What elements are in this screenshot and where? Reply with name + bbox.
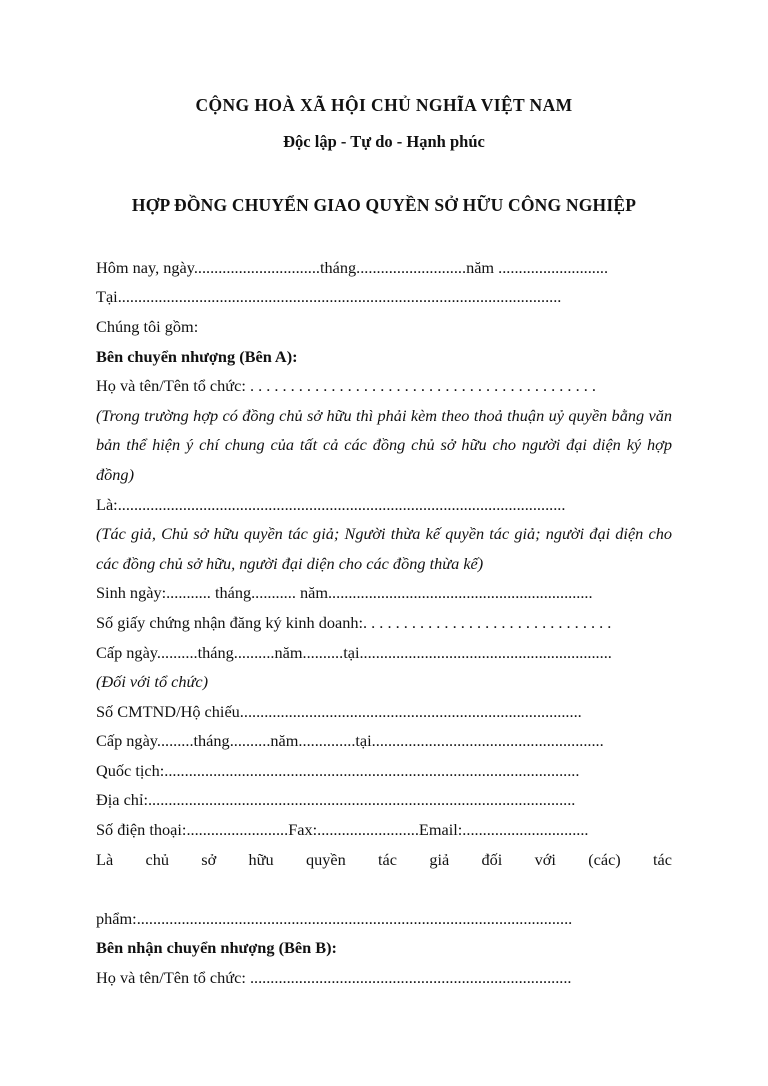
address-line: Địa chỉ:......................................................................................................... xyxy=(96,790,576,810)
work-line: phẩm:........................................................................................................... xyxy=(96,908,573,928)
party-a-name-line: Họ và tên/Tên tổ chức: . . . . . . . . . . . . . . . . . . . . . . . . . . . . . . . . . . . . . . . . . . . xyxy=(96,376,596,396)
nationality-line: Quốc tịch:...................................................................................................... xyxy=(96,760,580,780)
national-motto: Độc lập - Tự do - Hạnh phúc xyxy=(283,132,485,151)
business-license-line: Số giấy chứng nhận đăng ký kinh doanh:. . . . . . . . . . . . . . . . . . . . . . . . . . . . . . . xyxy=(96,612,612,632)
document-content xyxy=(96,0,672,993)
national-title: CỘNG HOÀ XÃ HỘI CHỦ NGHĨA VIỆT NAM xyxy=(195,95,573,115)
document-header xyxy=(96,0,672,152)
document-body xyxy=(96,216,672,993)
date-line: Hôm nay, ngày...............................tháng...........................năm ........................... xyxy=(96,257,609,277)
birth-line: Sinh ngày:........... tháng........... năm................................................................. xyxy=(96,583,593,603)
organization-note: (Đối với tổ chức) xyxy=(96,672,209,692)
contract-title: HỢP ĐỒNG CHUYỂN GIAO QUYỀN SỞ HỮU CÔNG NGHIỆP xyxy=(131,194,637,215)
coowner-note: (Trong trường hợp có đồng chủ sở hữu thì phải kèm theo thoả thuận uỷ quyền bằng văn bản thể hiện ý chí chung của tất cả các đồng chủ sở hữu cho người đại diện ký hợp đồng) xyxy=(96,405,672,484)
id-issue-line: Cấp ngày.........tháng..........năm..............tại......................................................... xyxy=(96,731,604,751)
party-b-name-line: Họ và tên/Tên tổ chức: ............................................................................... xyxy=(96,968,572,988)
contact-line: Số điện thoại:.........................Fax:.........................Email:............................... xyxy=(96,820,589,840)
party-b-heading: Bên nhận chuyển nhượng (Bên B): xyxy=(96,938,337,958)
role-note: (Tác giả, Chủ sở hữu quyền tác giả; Người thừa kế quyền tác giả; người đại diện cho các đồng chủ sở hữu, người đại diện cho các đồng thừa kế) xyxy=(96,524,672,573)
ownership-line: Là chủ sở hữu quyền tác giả đối với (các) tác xyxy=(96,849,672,869)
parties-intro: Chúng tôi gồm: xyxy=(96,316,199,336)
place-line: Tại............................................................................................................. xyxy=(96,287,562,307)
license-issue-line: Cấp ngày..........tháng..........năm..........tại.............................................................. xyxy=(96,642,612,662)
role-line: Là:.............................................................................................................. xyxy=(96,494,566,514)
id-number-line: Số CMTND/Hộ chiếu.................................................................................... xyxy=(96,701,582,721)
party-a-heading: Bên chuyển nhượng (Bên A): xyxy=(96,346,298,366)
